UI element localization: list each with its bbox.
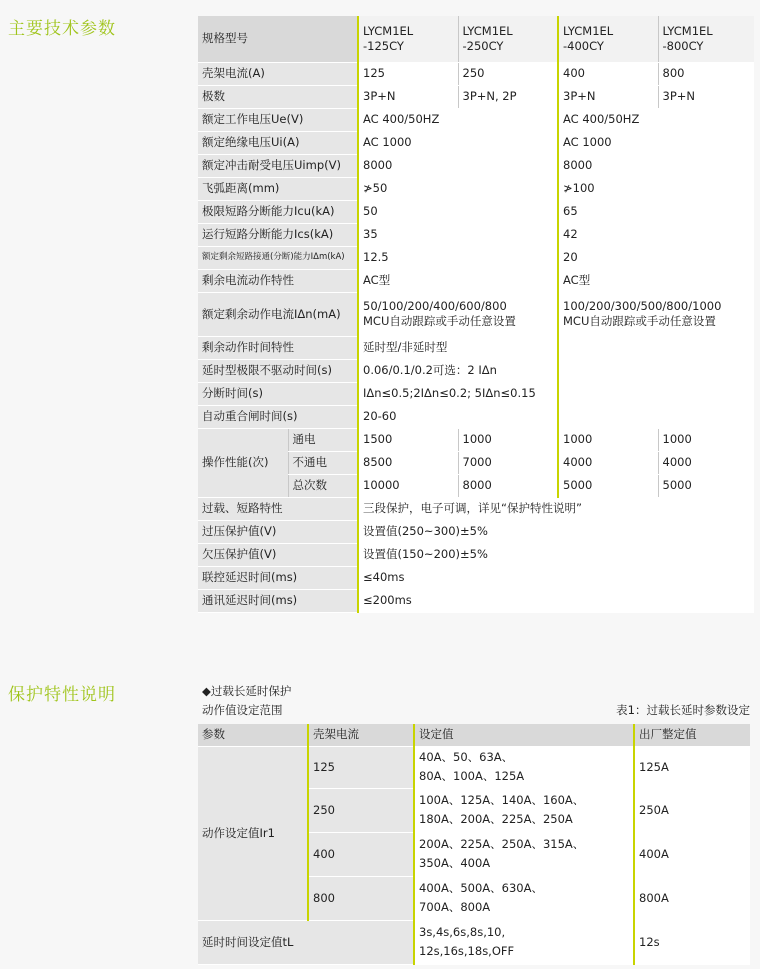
spec-label-idm: 额定剩余短路接通(分断)能力IΔm(kA)	[198, 246, 358, 269]
spec-row-ics	[198, 223, 754, 246]
prot-subtitle: 动作值设定范围	[202, 703, 283, 717]
spec-ov: 设置值(250~300)±5%	[358, 520, 754, 543]
prot-table-caption: 表1：过载长延时参数设定	[616, 703, 750, 717]
prot-frame: 125	[308, 746, 414, 788]
spec-idn-b: 100/200/300/500/800/1000 MCU自动跟踪或手动任意设置	[558, 292, 754, 336]
spec-row-reclose	[198, 405, 754, 428]
spec-row-ue	[198, 108, 754, 131]
spec-label-model: 规格型号	[198, 16, 358, 62]
spec-ics-a: 35	[358, 223, 558, 246]
spec-row-link	[198, 566, 754, 589]
prot-label-tl: 延时时间设定值tL	[198, 920, 414, 964]
spec-op-cell: 10000	[358, 474, 458, 497]
spec-ui-a: AC 1000	[358, 131, 558, 154]
spec-label-ics: 运行短路分断能力Ics(kA)	[198, 223, 358, 246]
spec-time-char-empty	[558, 336, 754, 359]
spec-break-empty	[558, 382, 754, 405]
spec-idm-b: 20	[558, 246, 754, 269]
spec-label-overload: 过载、短路特性	[198, 497, 358, 520]
spec-frame-800: 800	[658, 62, 754, 85]
spec-label-time-char: 剩余动作时间特性	[198, 336, 358, 359]
prot-tl-factory: 12s	[634, 920, 750, 964]
spec-row-uv	[198, 543, 754, 566]
spec-row-model	[198, 16, 754, 62]
spec-op-cell: 5000	[658, 474, 754, 497]
spec-nodrive-empty	[558, 359, 754, 382]
spec-op-cell: 8500	[358, 451, 458, 474]
spec-ui-b: AC 1000	[558, 131, 754, 154]
spec-label-ui: 额定绝缘电压Ui(A)	[198, 131, 358, 154]
spec-icu-a: 50	[358, 200, 558, 223]
spec-ics-b: 42	[558, 223, 754, 246]
prot-header-frame: 壳架电流	[308, 724, 414, 746]
spec-model-800: LYCM1EL -800CY	[658, 16, 754, 62]
spec-row-arc	[198, 177, 754, 200]
spec-label-icu: 极限短路分断能力Icu(kA)	[198, 200, 358, 223]
spec-model-125: LYCM1EL -125CY	[358, 16, 458, 62]
spec-op-cell: 1000	[458, 428, 558, 451]
prot-header-row	[198, 724, 750, 746]
spec-model-250: LYCM1EL -250CY	[458, 16, 558, 62]
spec-reclose: 20-60	[358, 405, 558, 428]
spec-label-comm: 通讯延迟时间(ms)	[198, 589, 358, 612]
spec-row-ov	[198, 520, 754, 543]
spec-poles-800: 3P+N	[658, 85, 754, 108]
protection-table	[198, 724, 750, 965]
spec-row-idn	[198, 292, 754, 336]
spec-poles-250: 3P+N, 2P	[458, 85, 558, 108]
spec-op-sub-label: 通电	[288, 428, 358, 451]
spec-overload: 三段保护，电子可调，详见“保护特性说明”	[358, 497, 754, 520]
spec-rc-char-b: AC型	[558, 269, 754, 292]
spec-row-idm	[198, 246, 754, 269]
spec-uimp-b: 8000	[558, 154, 754, 177]
spec-poles-400: 3P+N	[558, 85, 658, 108]
spec-icu-b: 65	[558, 200, 754, 223]
spec-idn-a: 50/100/200/400/600/800 MCU自动跟踪或手动任意设置	[358, 292, 558, 336]
prot-tl-setting: 3s,4s,6s,8s,10, 12s,16s,18s,OFF	[414, 920, 634, 964]
prot-frame: 800	[308, 876, 414, 920]
spec-label-poles: 极数	[198, 85, 358, 108]
spec-op-cell: 7000	[458, 451, 558, 474]
prot-header-setting: 设定值	[414, 724, 634, 746]
spec-rc-char-a: AC型	[358, 269, 558, 292]
prot-bullet-heading: ◆过载长延时保护	[202, 684, 292, 698]
spec-op-cell: 5000	[558, 474, 658, 497]
prot-factory: 800A	[634, 876, 750, 920]
prot-factory: 125A	[634, 746, 750, 788]
prot-setting: 400A、500A、630A、 700A、800A	[414, 876, 634, 920]
prot-factory: 400A	[634, 832, 750, 876]
prot-header-factory: 出厂整定值	[634, 724, 750, 746]
spec-label-nodrive: 延时型极限不驱动时间(s)	[198, 359, 358, 382]
prot-frame: 400	[308, 832, 414, 876]
spec-break: IΔn≤0.5;2IΔn≤0.2; 5IΔn≤0.15	[358, 382, 558, 405]
spec-label-reclose: 自动重合闸时间(s)	[198, 405, 358, 428]
spec-op-cell: 1500	[358, 428, 458, 451]
spec-label-link: 联控延迟时间(ms)	[198, 566, 358, 589]
spec-frame-125: 125	[358, 62, 458, 85]
spec-row-nodrive	[198, 359, 754, 382]
spec-label-arc: 飞弧距离(mm)	[198, 177, 358, 200]
spec-op-cell: 1000	[658, 428, 754, 451]
spec-time-char: 延时型/非延时型	[358, 336, 558, 359]
prot-setting: 100A、125A、140A、160A、 180A、200A、225A、250A	[414, 788, 634, 832]
spec-op-sub-label: 不通电	[288, 451, 358, 474]
prot-factory: 250A	[634, 788, 750, 832]
spec-model-400: LYCM1EL -400CY	[558, 16, 658, 62]
spec-frame-250: 250	[458, 62, 558, 85]
spec-op-cell: 8000	[458, 474, 558, 497]
spec-table	[198, 16, 754, 613]
spec-idm-a: 12.5	[358, 246, 558, 269]
prot-row-tl	[198, 920, 750, 964]
spec-label-uimp: 额定冲击耐受电压Uimp(V)	[198, 154, 358, 177]
spec-arc-a: ≯50	[358, 177, 558, 200]
spec-frame-400: 400	[558, 62, 658, 85]
spec-comm: ≤200ms	[358, 589, 754, 612]
spec-reclose-empty	[558, 405, 754, 428]
prot-header-param: 参数	[198, 724, 308, 746]
spec-label-frame: 壳架电流(A)	[198, 62, 358, 85]
spec-uv: 设置值(150~200)±5%	[358, 543, 754, 566]
prot-setting: 200A、225A、250A、315A、 350A、400A	[414, 832, 634, 876]
spec-row-overload	[198, 497, 754, 520]
section-title-protection: 保护特性说明	[8, 685, 116, 705]
spec-uimp-a: 8000	[358, 154, 558, 177]
spec-label-ue: 额定工作电压Ue(V)	[198, 108, 358, 131]
section-title-main-params: 主要技术参数	[8, 19, 116, 39]
spec-row-rc-char	[198, 269, 754, 292]
spec-row-icu	[198, 200, 754, 223]
spec-link: ≤40ms	[358, 566, 754, 589]
spec-label-break: 分断时间(s)	[198, 382, 358, 405]
spec-label-op: 操作性能(次)	[198, 428, 288, 497]
spec-row-frame	[198, 62, 754, 85]
spec-row-break	[198, 382, 754, 405]
spec-ue-b: AC 400/50HZ	[558, 108, 754, 131]
spec-row-comm	[198, 589, 754, 612]
spec-row-time-char	[198, 336, 754, 359]
spec-row-op-power	[198, 428, 754, 451]
spec-ue-a: AC 400/50HZ	[358, 108, 558, 131]
spec-op-cell: 4000	[658, 451, 754, 474]
spec-op-cell: 4000	[558, 451, 658, 474]
spec-poles-125: 3P+N	[358, 85, 458, 108]
spec-row-uimp	[198, 154, 754, 177]
spec-op-cell: 1000	[558, 428, 658, 451]
spec-nodrive: 0.06/0.1/0.2可选：2 IΔn	[358, 359, 558, 382]
spec-row-ui	[198, 131, 754, 154]
prot-setting: 40A、50、63A、 80A、100A、125A	[414, 746, 634, 788]
spec-row-poles	[198, 85, 754, 108]
prot-frame: 250	[308, 788, 414, 832]
spec-label-ov: 过压保护值(V)	[198, 520, 358, 543]
spec-arc-b: ≯100	[558, 177, 754, 200]
prot-label-ir1: 动作设定值Ir1	[198, 746, 308, 920]
spec-label-uv: 欠压保护值(V)	[198, 543, 358, 566]
spec-label-idn: 额定剩余动作电流IΔn(mA)	[198, 292, 358, 336]
spec-op-sub-label: 总次数	[288, 474, 358, 497]
spec-label-rc-char: 剩余电流动作特性	[198, 269, 358, 292]
prot-row-125	[198, 746, 750, 788]
